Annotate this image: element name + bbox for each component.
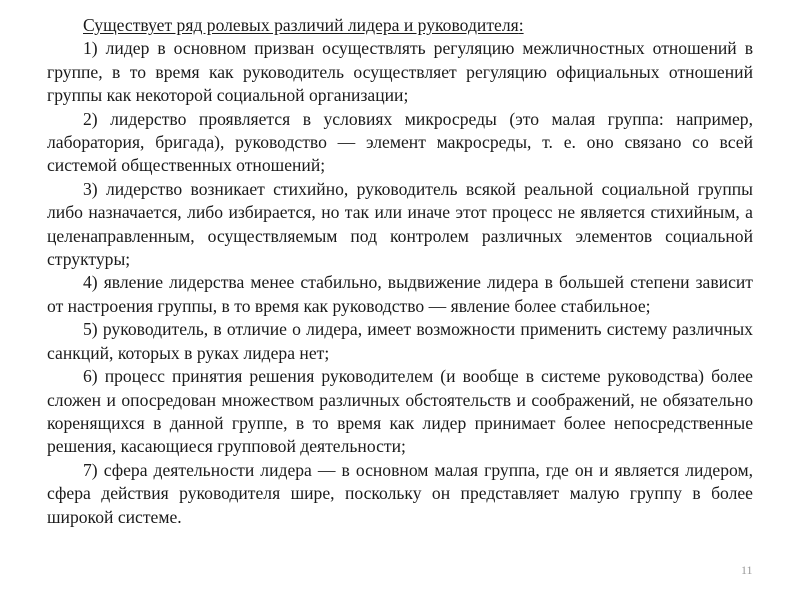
list-item-number: 2) <box>83 108 98 129</box>
list-item-text: лидер в основном призван осуществлять регуляцию межличностных отношений в группе, в то время как руководитель осуществляет регуляцию официальных отношений группы как некоторой социальной организации; <box>47 38 754 106</box>
list-item-number: 3) <box>83 178 98 199</box>
list-item-number: 5) <box>83 319 98 340</box>
page-number: 11 <box>741 563 753 577</box>
list-item <box>47 178 753 272</box>
list-item-text: сфера деятельности лидера — в основном малая группа, где он и является лидером, сфера действия руководителя шире, поскольку он представляет малую группу в более широкой системе. <box>47 459 753 527</box>
list-item-number: 1) <box>83 38 98 59</box>
list-item-text: явление лидерства менее стабильно, выдвижение лидера в большей степени зависит от настроения группы, в то время как руководство — явление более стабильное; <box>47 272 753 316</box>
heading <box>47 14 753 37</box>
list-item-number: 6) <box>83 366 98 387</box>
document-body <box>47 14 753 529</box>
list-item-text: процесс принятия решения руководителем (и вообще в системе руководства) более сложен и опосредован множеством различных обстоятельств и соображений, не обязательно коренящихся в данной группе, в то время как лидер принимает более непосредственные решения, касающиеся групповой деятельности; <box>47 366 753 457</box>
list-item <box>47 271 753 318</box>
list-item-text: лидерство проявляется в условиях микросреды (это малая группа: например, лаборатория, бригада), руководство — элемент макросреды, т. е. оно связано со всей системой общественных отношений; <box>47 108 753 176</box>
heading-colon: : <box>518 15 524 35</box>
list-item <box>47 459 753 529</box>
list-item-number: 7) <box>83 459 98 480</box>
list-item-number: 4) <box>83 272 98 293</box>
heading-text: Существует ряд ролевых различий лидера и руководителя <box>83 15 519 35</box>
list-item <box>47 37 753 107</box>
list-item <box>47 108 753 178</box>
list-item-text: руководитель, в отличие о лидера, имеет возможности применить систему различных санкций, которых в руках лидера нет; <box>47 319 753 363</box>
list-item <box>47 365 753 459</box>
list-item <box>47 318 753 365</box>
list-item-text: лидерство возникает стихийно, руководитель всякой реальной социальной группы либо назначается, либо избирается, но так или иначе этот процесс не является стихийным, а целенаправленным, осуществляемым под контролем различных элементов социальной структуры; <box>47 178 754 270</box>
